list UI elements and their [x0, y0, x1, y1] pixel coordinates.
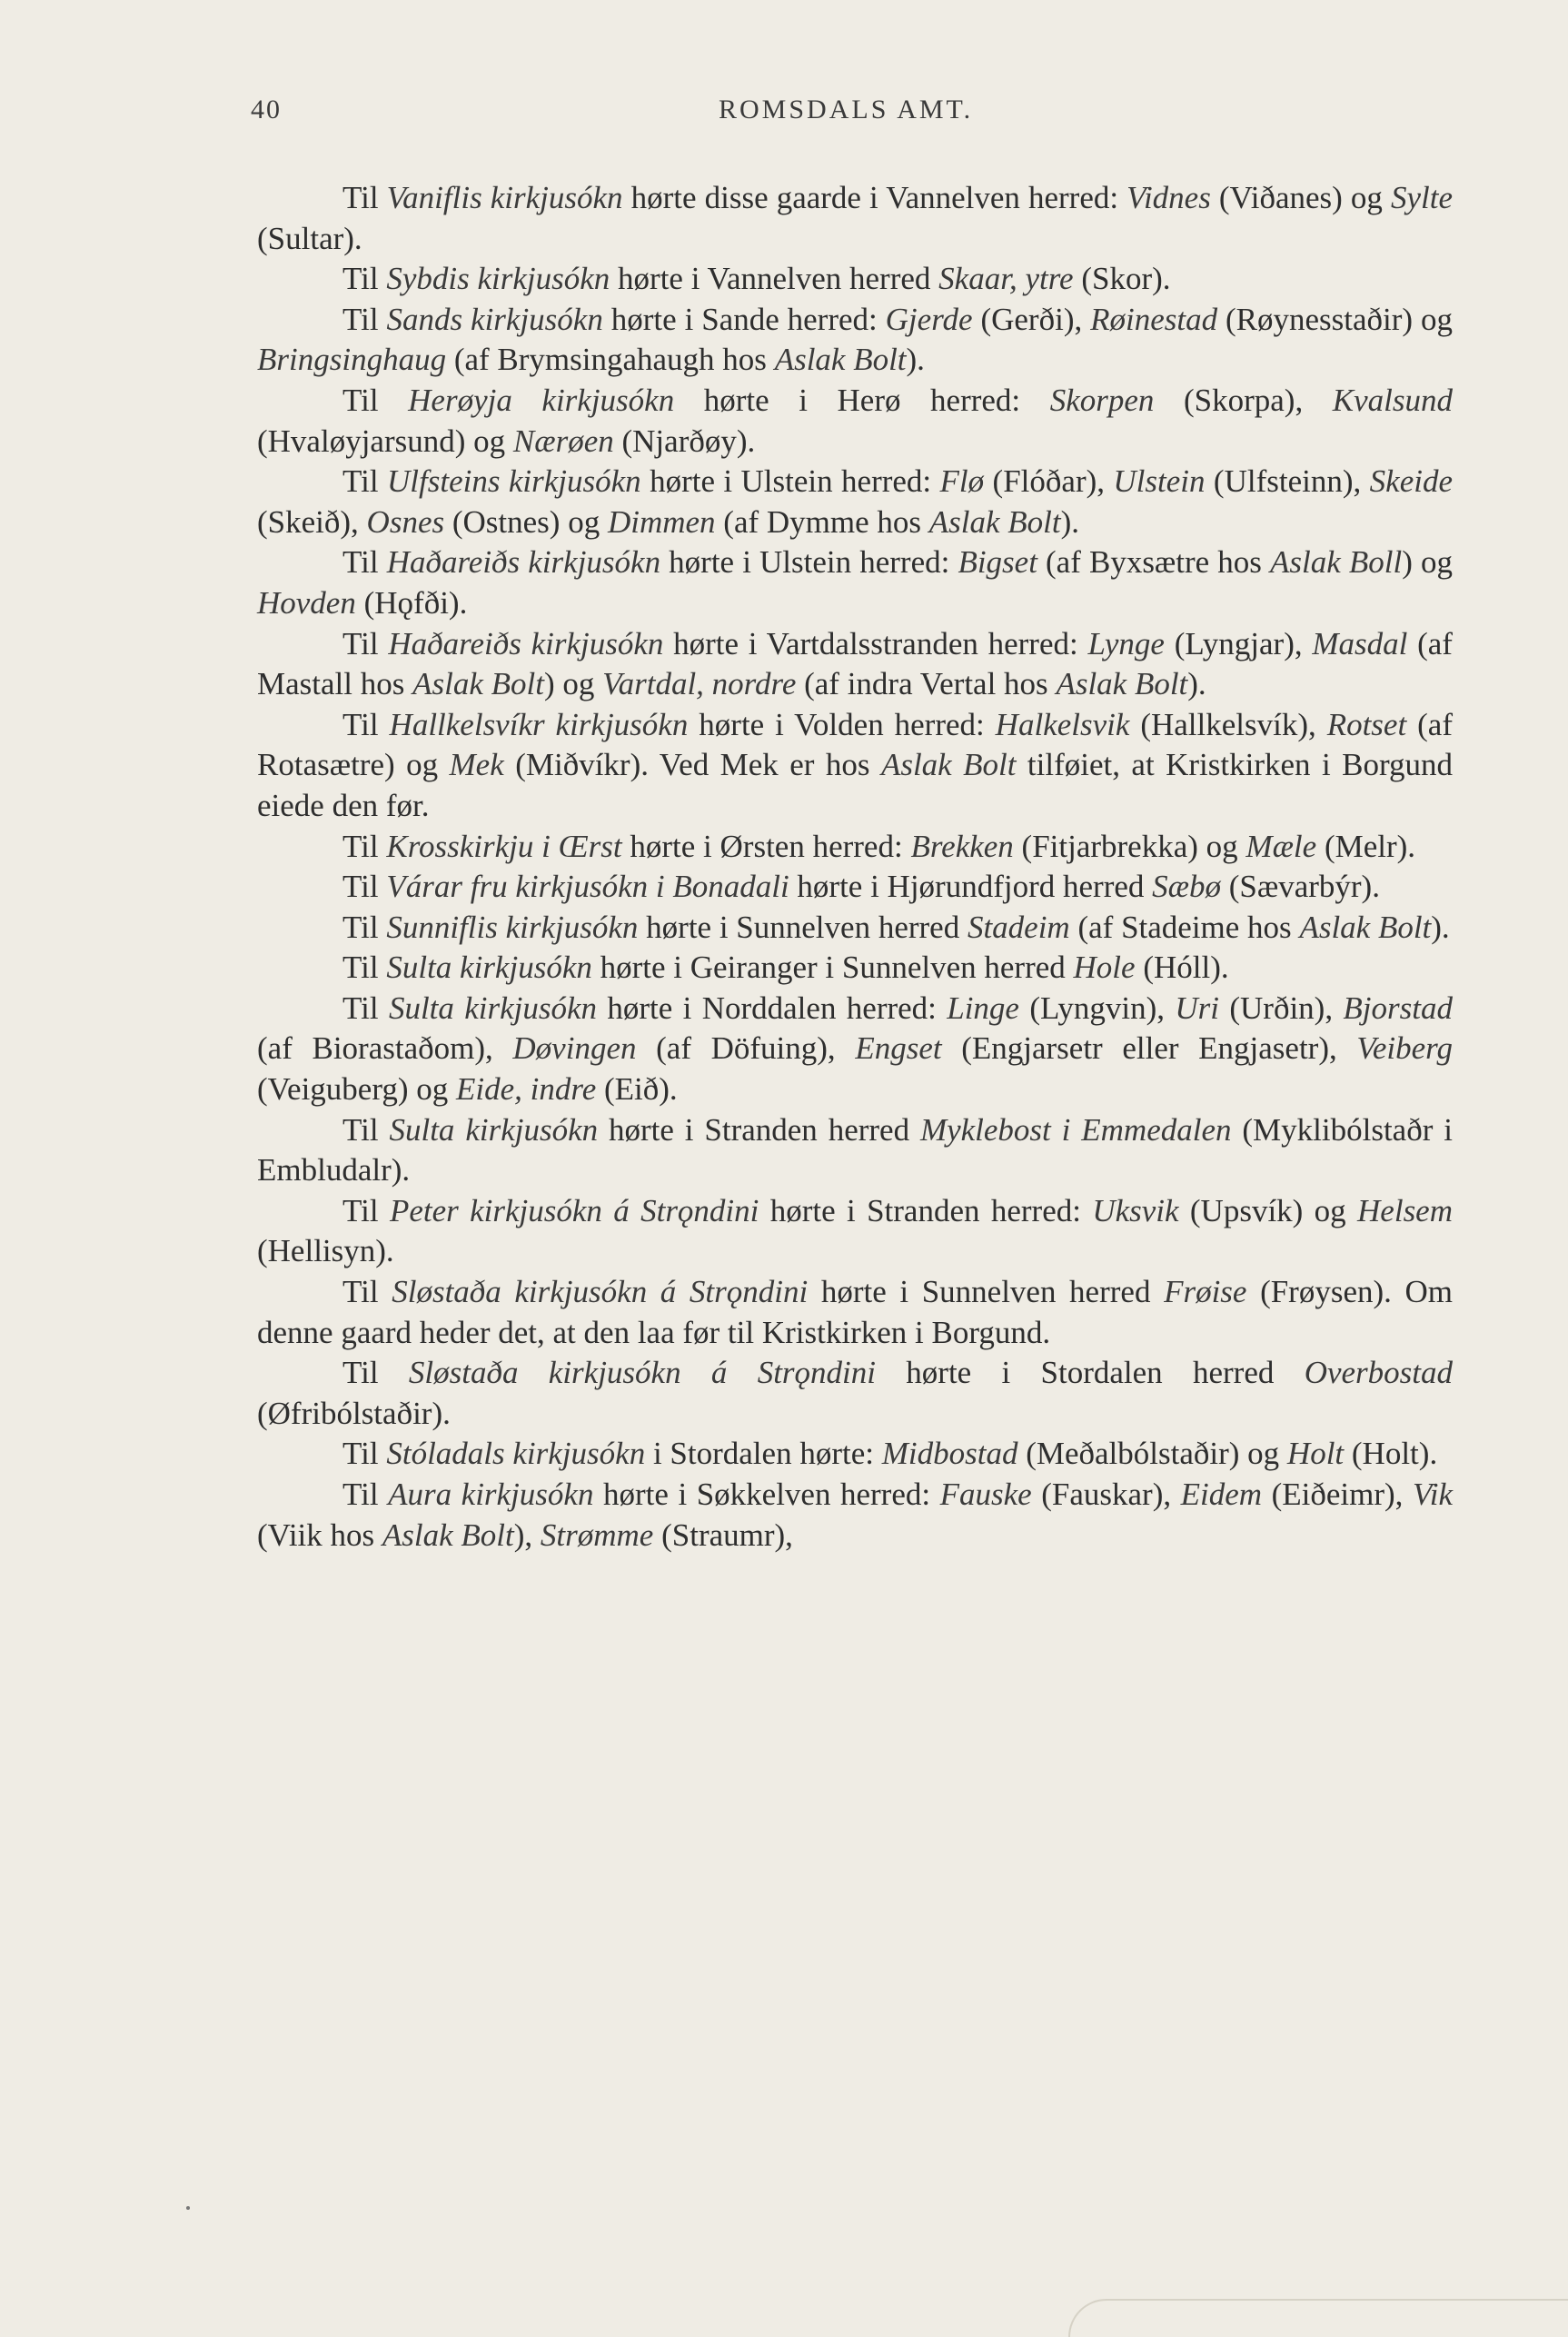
italic-text: Vik: [1412, 1477, 1453, 1512]
body-text: [257, 178, 1453, 1556]
text-run: i Stordalen hørte:: [645, 1436, 882, 1472]
italic-text: Hallkelsvíkr kirkjusókn: [389, 706, 689, 742]
text-run: (Øfribólstaðir).: [257, 1395, 451, 1431]
text-run: Til: [342, 909, 387, 945]
italic-text: Uri: [1175, 989, 1220, 1026]
italic-text: Linge: [947, 989, 1019, 1026]
text-run: ).: [906, 342, 925, 378]
paragraph: [257, 300, 1453, 381]
text-run: ),: [513, 1517, 541, 1553]
text-run: (Meðalbólstaðir) og: [1017, 1436, 1287, 1472]
italic-text: Ulfsteins kirkjusókn: [387, 463, 641, 500]
text-run: Til: [342, 1477, 389, 1512]
italic-text: Eidem: [1180, 1477, 1263, 1512]
italic-text: Nærøen: [512, 423, 614, 459]
text-run: (Myklibólstaðr i Embludalr).: [257, 1111, 1453, 1188]
italic-text: Aura kirkjusókn: [388, 1477, 594, 1512]
text-run: hørte i Sunnelven herred: [638, 909, 968, 945]
margin-speck: [186, 2206, 190, 2210]
text-run: (Eið).: [596, 1071, 678, 1108]
page-header: [251, 94, 1459, 140]
italic-text: Hovden: [257, 584, 356, 621]
paragraph: [257, 989, 1453, 1110]
text-run: hørte i Sunnelven herred: [808, 1274, 1165, 1310]
italic-text: Aslak Bolt: [412, 666, 544, 702]
text-run: (af Döfuing),: [636, 1030, 856, 1067]
text-run: (Hǫfði).: [355, 584, 468, 621]
italic-text: Ulstein: [1113, 463, 1206, 500]
text-run: (Veiguberg) og: [257, 1071, 457, 1108]
paragraph: [257, 867, 1453, 908]
italic-text: Aslak Bolt: [1056, 666, 1188, 702]
text-run: (Ulfsteinn),: [1205, 463, 1370, 500]
paragraph: [257, 259, 1453, 300]
text-run: hørte i Sande herred:: [602, 301, 886, 337]
paragraph: [257, 827, 1453, 868]
text-run: (Miðvíkr). Ved Mek er hos: [503, 747, 881, 783]
text-run: Til: [342, 180, 387, 215]
italic-text: Bjorstad: [1343, 989, 1453, 1026]
text-run: hørte i Vartdalsstranden herred:: [663, 625, 1088, 661]
text-run: (Flóðar),: [984, 463, 1114, 500]
text-run: hørte i Geiranger i Sunnelven herred: [591, 950, 1074, 986]
text-run: (Hallkelsvík),: [1129, 706, 1327, 742]
italic-text: Rotset: [1326, 706, 1407, 742]
italic-text: Engset: [855, 1030, 942, 1067]
text-run: Til: [342, 301, 387, 337]
text-run: (Fitjarbrekka) og: [1013, 828, 1246, 864]
text-run: (Fauskar),: [1031, 1477, 1181, 1512]
text-run: (Njarðøy).: [613, 423, 756, 459]
italic-text: Sands kirkjusókn: [386, 301, 603, 337]
italic-text: Sæbø: [1152, 869, 1221, 905]
italic-text: Halkelsvik: [995, 706, 1130, 742]
text-run: Til: [342, 869, 387, 905]
text-run: Til: [342, 1274, 392, 1310]
paragraph: [257, 1434, 1453, 1475]
text-run: (Hvaløyjarsund) og: [257, 423, 513, 459]
text-run: (Straumr),: [653, 1517, 793, 1553]
text-run: hørte i Stranden herred:: [759, 1192, 1093, 1228]
paragraph: [257, 1191, 1453, 1272]
text-run: (Lyngvin),: [1018, 989, 1176, 1026]
italic-text: Mæle: [1245, 828, 1317, 864]
text-run: (Sultar).: [257, 220, 362, 256]
text-run: hørte i Stordalen herred: [875, 1355, 1305, 1391]
text-run: Til: [342, 625, 389, 661]
paragraph: [257, 178, 1453, 259]
text-run: Til: [342, 544, 387, 581]
text-run: (Eiðeimr),: [1262, 1477, 1413, 1512]
paragraph: [257, 948, 1453, 989]
italic-text: Sulta kirkjusókn: [386, 950, 592, 986]
italic-text: Skeide: [1369, 463, 1453, 500]
text-run: (Hóll).: [1135, 950, 1229, 986]
italic-text: Mek: [449, 747, 504, 783]
text-run: Til: [342, 382, 409, 418]
paragraph: [257, 381, 1453, 462]
text-run: Til: [342, 706, 390, 742]
italic-text: Dimmen: [607, 503, 716, 540]
page-edge-mark: [1068, 2299, 1568, 2337]
italic-text: Sulta kirkjusókn: [389, 1111, 599, 1148]
italic-text: Sulta kirkjusókn: [388, 989, 598, 1026]
text-run: ) og: [543, 666, 603, 702]
italic-text: Bigset: [958, 544, 1037, 581]
text-run: (Lyngjar),: [1164, 625, 1313, 661]
paragraph: [257, 908, 1453, 949]
page-number: 40: [251, 94, 282, 124]
text-run: (af Biorastaðom),: [257, 1030, 513, 1067]
italic-text: Aslak Bolt: [928, 503, 1061, 540]
text-run: hørte disse gaarde i Vannelven herred:: [622, 180, 1127, 215]
text-run: Til: [342, 989, 389, 1026]
text-run: hørte i Ulstein herred:: [660, 544, 958, 581]
italic-text: Døvingen: [512, 1030, 637, 1067]
text-run: ).: [1060, 503, 1080, 540]
italic-text: Røinestad: [1090, 301, 1218, 337]
italic-text: Várar fru kirkjusókn i Bonadali: [386, 869, 789, 905]
italic-text: Herøyja kirkjusókn: [408, 382, 675, 418]
italic-text: Masdal: [1312, 625, 1408, 661]
text-run: (af Mastall hos: [257, 625, 1453, 702]
italic-text: Stóladals kirkjusókn: [386, 1436, 646, 1472]
text-run: hørte i Vannelven herred: [610, 261, 939, 297]
text-run: (Ostnes) og: [444, 503, 608, 540]
italic-text: Gjerde: [885, 301, 973, 337]
text-run: hørte i Herø herred:: [674, 382, 1050, 418]
text-run: (Engjarsetr eller Engjasetr),: [941, 1030, 1357, 1067]
text-run: tilføiet, at Kristkirken i Borgund eiede den før.: [257, 747, 1453, 823]
italic-text: Sylte: [1390, 180, 1453, 215]
text-run: (Hellisyn).: [257, 1233, 394, 1269]
text-run: (Skor).: [1073, 261, 1171, 297]
text-run: ) og: [1402, 544, 1453, 581]
italic-text: Holt: [1286, 1436, 1345, 1472]
text-run: hørte i Norddalen herred:: [597, 989, 948, 1026]
text-run: (Skorpa),: [1154, 382, 1333, 418]
italic-text: Skorpen: [1049, 382, 1155, 418]
text-run: Til: [342, 463, 388, 500]
text-run: (Upsvík) og: [1178, 1192, 1358, 1228]
text-run: Til: [342, 261, 387, 297]
italic-text: Lynge: [1087, 625, 1165, 661]
paragraph: [257, 1110, 1453, 1191]
italic-text: Aslak Boll: [1270, 544, 1403, 581]
italic-text: Brekken: [910, 828, 1014, 864]
italic-text: Overbostad: [1304, 1355, 1453, 1391]
text-run: Til: [342, 1436, 387, 1472]
italic-text: Uksvik: [1092, 1192, 1179, 1228]
text-run: (Holt).: [1344, 1436, 1438, 1472]
text-run: (Røynesstaðir) og: [1217, 301, 1453, 337]
text-run: (Frøysen). Om denne gaard heder det, at den laa før til Kristkirken i Borgund.: [257, 1274, 1454, 1350]
italic-text: Haðareiðs kirkjusókn: [386, 544, 661, 581]
text-run: (af Dymme hos: [715, 503, 929, 540]
text-run: hørte i Stranden herred: [598, 1111, 920, 1148]
italic-text: Strømme: [540, 1517, 654, 1553]
italic-text: Fauske: [939, 1477, 1032, 1512]
italic-text: Peter kirkjusókn á Strǫndini: [389, 1192, 759, 1228]
italic-text: Sybdis kirkjusókn: [386, 261, 610, 297]
text-run: ).: [1187, 666, 1206, 702]
text-run: hørte i Hjørundfjord herred: [789, 869, 1153, 905]
text-run: Til: [342, 828, 387, 864]
italic-text: Frøise: [1164, 1274, 1247, 1310]
italic-text: Osnes: [366, 503, 445, 540]
text-run: (af Rotasætre) og: [257, 706, 1453, 783]
text-run: (af Byxsætre hos: [1037, 544, 1271, 581]
paragraph: [257, 1272, 1453, 1353]
italic-text: Hole: [1073, 950, 1136, 986]
italic-text: Flø: [939, 463, 985, 500]
italic-text: Sløstaða kirkjusókn á Strǫndini: [408, 1355, 876, 1391]
running-head: ROMSDALS AMT.: [719, 94, 974, 124]
italic-text: Haðareiðs kirkjusókn: [388, 625, 664, 661]
text-run: Til: [342, 1355, 409, 1391]
text-run: hørte i Ørsten herred:: [621, 828, 911, 864]
text-run: hørte i Ulstein herred:: [640, 463, 940, 500]
italic-text: Krosskirkju i Œrst: [386, 828, 622, 864]
italic-text: Aslak Bolt: [1299, 909, 1432, 945]
italic-text: Veiberg: [1356, 1030, 1453, 1067]
italic-text: Vartdal, nordre: [602, 666, 797, 702]
paragraph: [257, 1353, 1453, 1434]
text-run: (Melr).: [1316, 828, 1416, 864]
text-run: (af Stadeime hos: [1069, 909, 1300, 945]
paragraph: [257, 462, 1453, 542]
paragraph: [257, 624, 1453, 705]
text-run: (Skeið),: [257, 503, 367, 540]
italic-text: Helsem: [1357, 1192, 1453, 1228]
text-run: (Viðanes) og: [1210, 180, 1391, 215]
text-run: Til: [342, 1111, 390, 1148]
italic-text: Myklebost i Emmedalen: [919, 1111, 1232, 1148]
italic-text: Vidnes: [1126, 180, 1211, 215]
text-run: (Gerði),: [972, 301, 1091, 337]
text-run: (af Brymsingahaugh hos: [446, 342, 775, 378]
text-run: hørte i Volden herred:: [688, 706, 996, 742]
text-run: (Viik hos: [257, 1517, 382, 1553]
text-run: Til: [342, 1192, 390, 1228]
paragraph: [257, 705, 1453, 827]
text-run: (af indra Vertal hos: [796, 666, 1057, 702]
text-run: (Urðin),: [1219, 989, 1344, 1026]
italic-text: Sløstaða kirkjusókn á Strǫndini: [392, 1274, 809, 1310]
italic-text: Vaniflis kirkjusókn: [386, 180, 623, 215]
italic-text: Kvalsund: [1332, 382, 1453, 418]
text-run: Til: [342, 950, 387, 986]
paragraph: [257, 1475, 1453, 1556]
text-run: ).: [1431, 909, 1450, 945]
italic-text: Eide, indre: [456, 1071, 597, 1108]
italic-text: Bringsinghaug: [257, 342, 447, 378]
italic-text: Aslak Bolt: [382, 1517, 514, 1553]
paragraph: [257, 542, 1453, 623]
italic-text: Stadeim: [967, 909, 1070, 945]
text-run: (Sævarbýr).: [1221, 869, 1380, 905]
text-run: hørte i Søkkelven herred:: [593, 1477, 940, 1512]
italic-text: Midbostad: [881, 1436, 1018, 1472]
italic-text: Aslak Bolt: [880, 747, 1017, 783]
italic-text: Skaar, ytre: [938, 261, 1074, 297]
italic-text: Aslak Bolt: [774, 342, 907, 378]
italic-text: Sunniflis kirkjusókn: [386, 909, 639, 945]
